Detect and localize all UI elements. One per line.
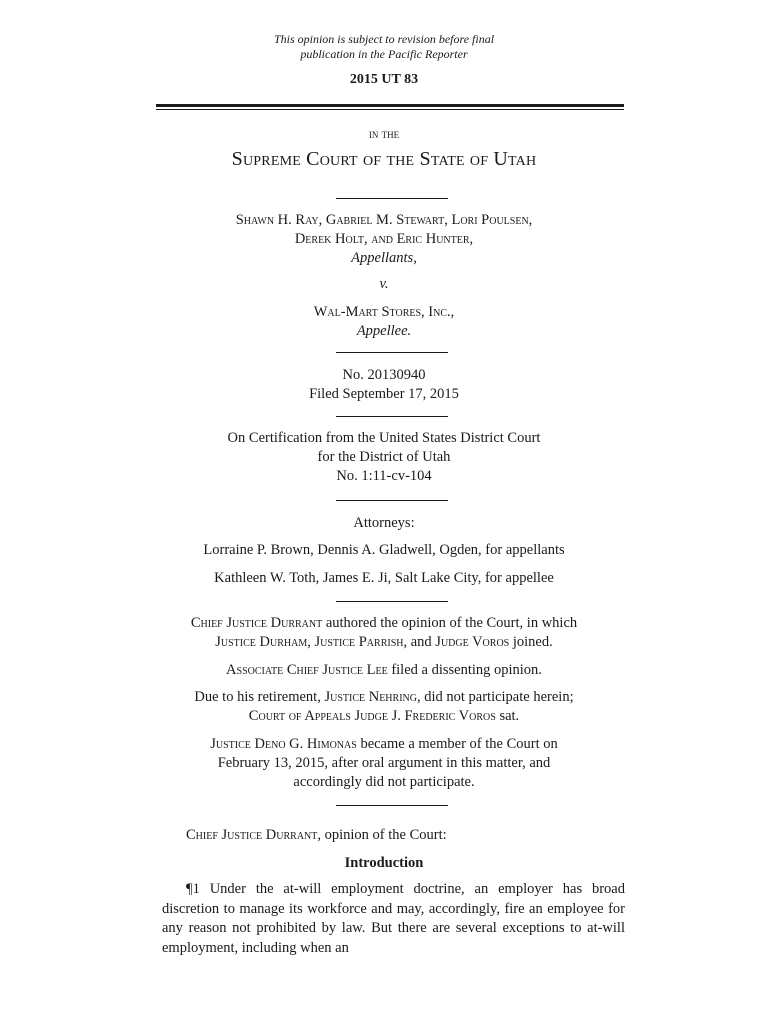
appellants-role: Appellants, [351, 250, 417, 266]
appellants-names-line-2: Derek Holt, and Eric Hunter, [294, 231, 474, 247]
section-heading: Introduction [344, 855, 424, 871]
himonas-line-1: Justice Deno G. Himonas became a member of the Court on [210, 736, 558, 752]
authorship-line-2: Justice Durham, Justice Parrish, and Judge Voros joined. [215, 634, 553, 650]
filed-date: Filed September 17, 2015 [309, 386, 459, 402]
divider [336, 601, 448, 602]
attorneys-appellants: Lorraine P. Brown, Dennis A. Gladwell, Ogden, for appellants [203, 542, 565, 558]
divider [336, 352, 448, 353]
case-citation: 2015 UT 83 [349, 72, 419, 87]
authorship-line-1: Chief Justice Durrant authored the opinion of the Court, in which [190, 615, 578, 631]
opinion-author-line: Chief Justice Durrant, opinion of the Court: [186, 827, 447, 843]
himonas-line-3: accordingly did not participate. [293, 774, 475, 790]
retirement-line-1: Due to his retirement, Justice Nehring, did not participate herein; [194, 689, 574, 705]
appellee-name: Wal-Mart Stores, Inc., [313, 304, 455, 320]
court-name: Supreme Court of the State of Utah [231, 148, 537, 170]
attorneys-label: Attorneys: [353, 515, 415, 531]
divider [336, 805, 448, 806]
header-rule-thick [156, 104, 624, 107]
himonas-line-2: February 13, 2015, after oral argument in this matter, and [217, 755, 551, 771]
attorneys-appellee: Kathleen W. Toth, James E. Ji, Salt Lake City, for appellee [214, 570, 554, 586]
versus: v. [379, 276, 389, 292]
divider [336, 500, 448, 501]
revision-notice-line-1: This opinion is subject to revision before final [273, 32, 495, 46]
revision-notice [0, 32, 768, 62]
case-number: No. 20130940 [342, 367, 426, 383]
appellants-names-line-1: Shawn H. Ray, Gabriel M. Stewart, Lori Poulsen, [235, 212, 533, 228]
header-rule-thin [156, 109, 624, 110]
certification-line-1: On Certification from the United States District Court [227, 430, 541, 446]
divider [336, 198, 448, 199]
in-the-label: in the [368, 126, 400, 141]
appellee-role: Appellee. [356, 323, 412, 339]
revision-notice-line-2: publication in the Pacific Reporter [300, 47, 468, 61]
paragraph-1: ¶1 Under the at-will employment doctrine, an employer has broad discretion to manage its workforce and may, accordingly, fire an employee for any reason not prohibited by law. But there are several exceptions to at-will employment, including when an [162, 881, 625, 956]
retirement-line-2: Court of Appeals Judge J. Frederic Voros sat. [248, 708, 520, 724]
certification-line-3: No. 1:11-cv-104 [336, 468, 432, 484]
divider [336, 416, 448, 417]
certification-line-2: for the District of Utah [317, 449, 451, 465]
dissent-line: Associate Chief Justice Lee filed a dissenting opinion. [226, 662, 542, 678]
